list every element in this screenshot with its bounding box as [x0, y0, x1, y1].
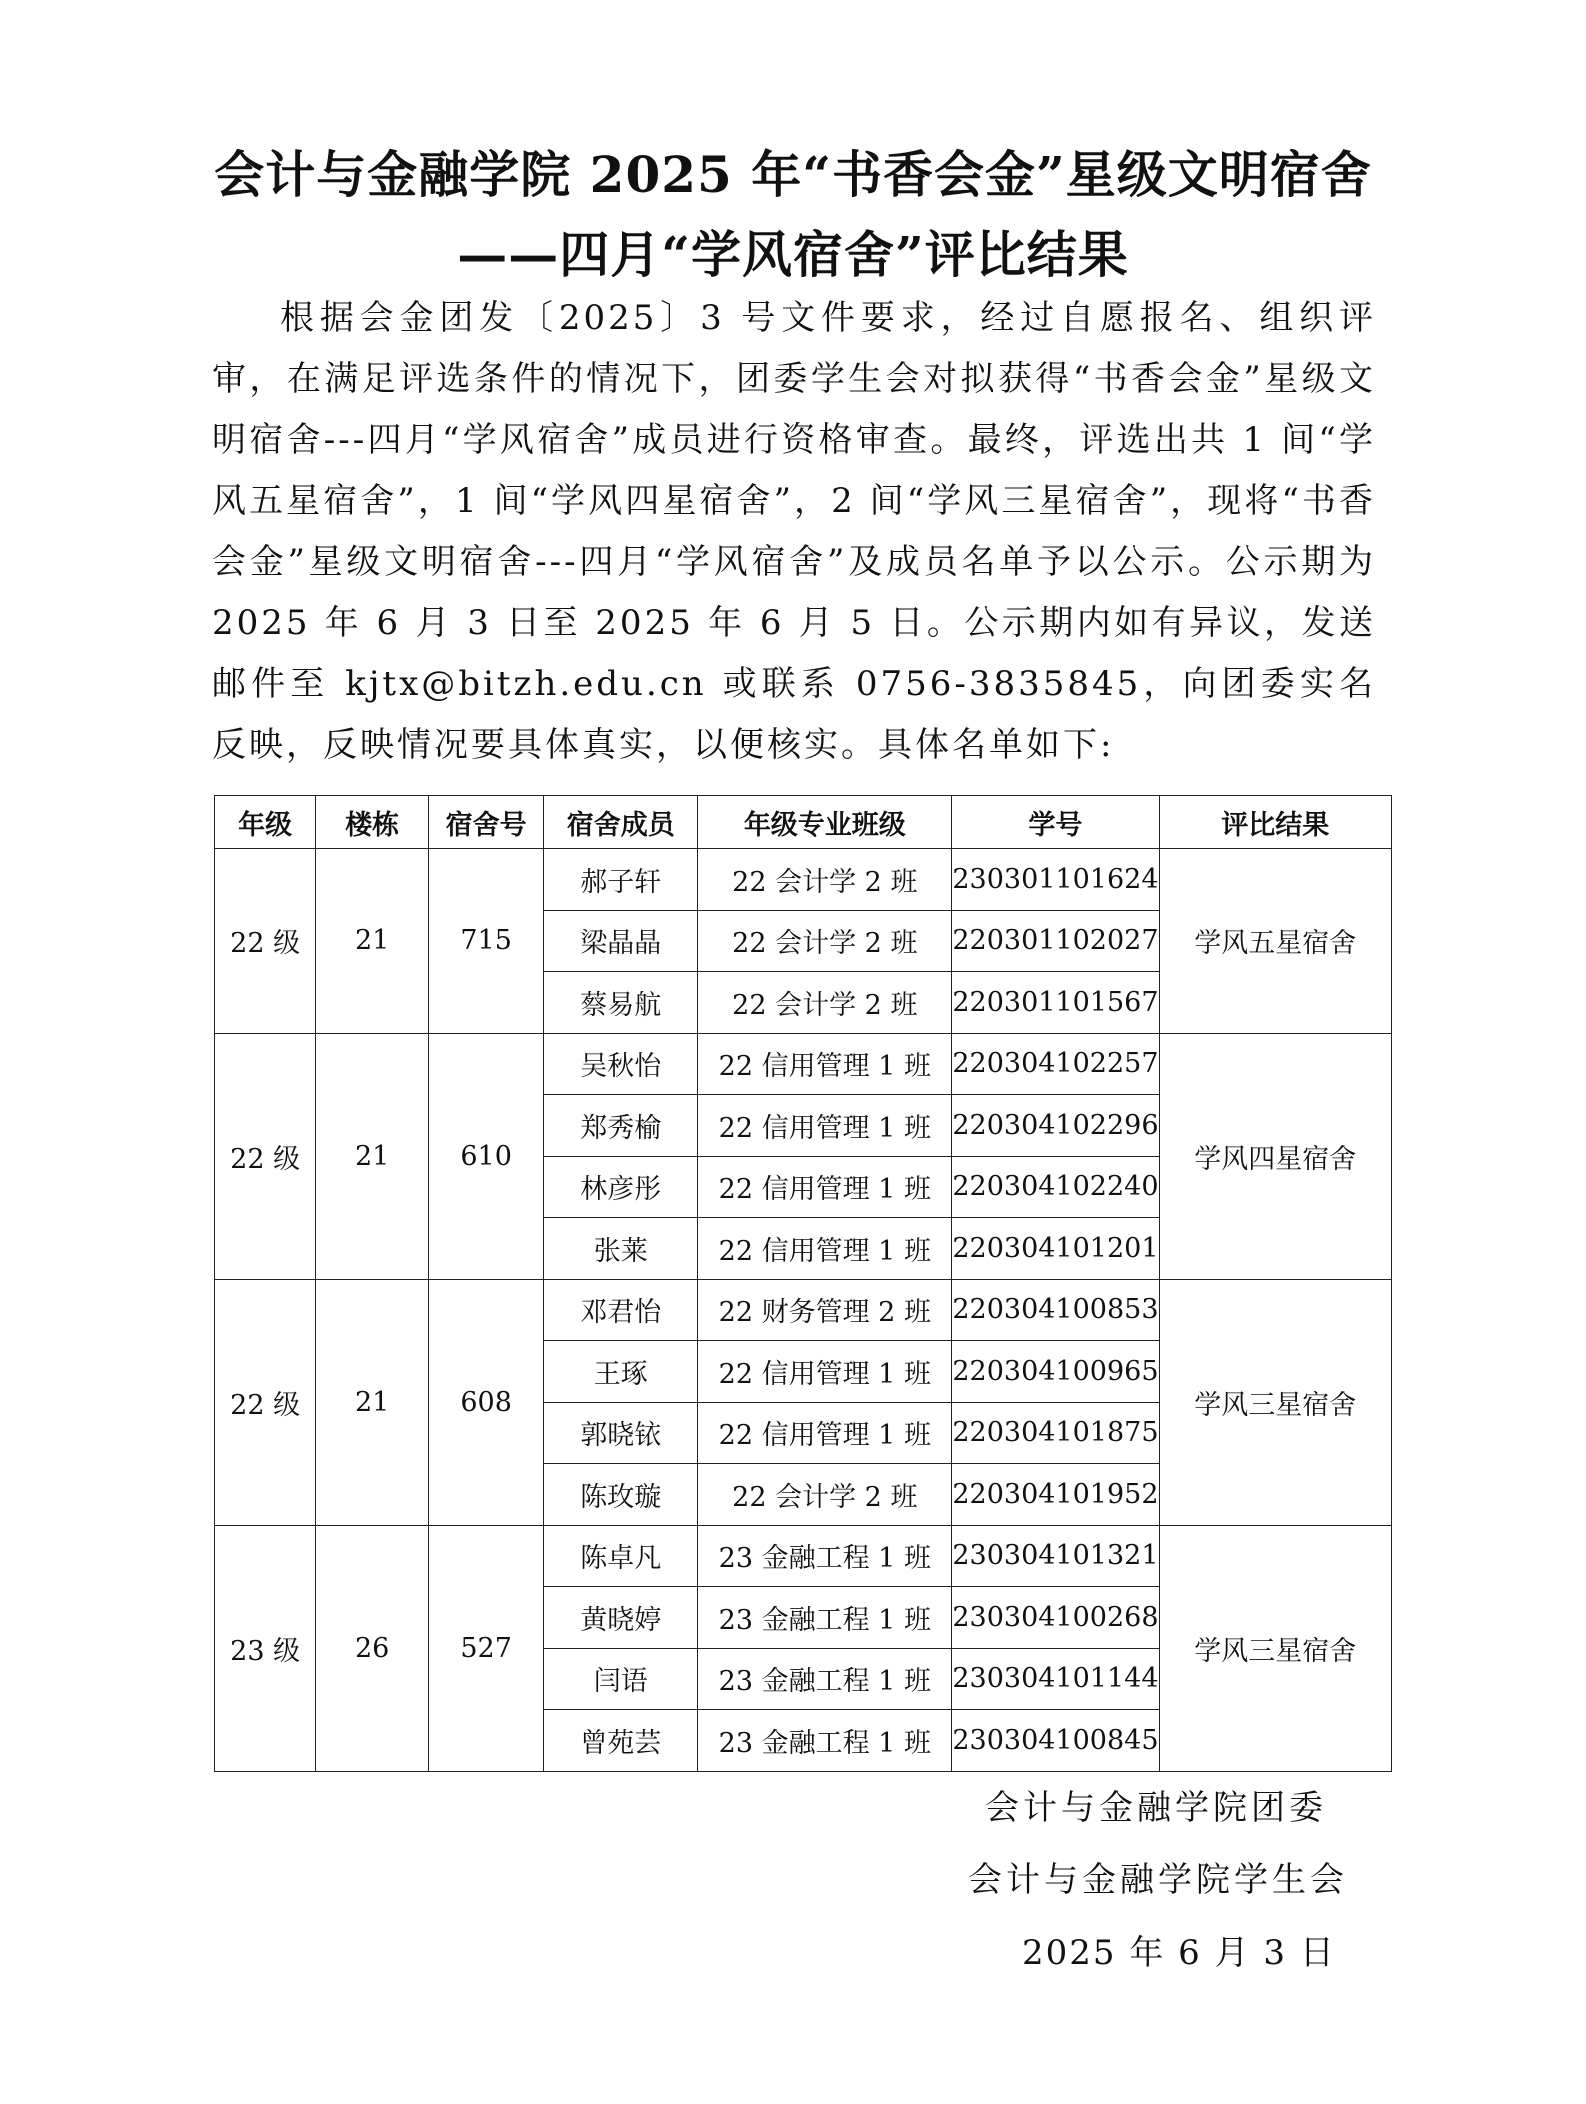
member-name-cell: 吴秋怡 [544, 1033, 698, 1095]
building-cell: 26 [316, 1525, 429, 1771]
room-cell: 715 [429, 849, 544, 1034]
table-row [215, 1279, 1392, 1341]
member-name-cell: 陈卓凡 [544, 1525, 698, 1587]
grade-cell: 22 级 [215, 849, 316, 1034]
room-cell: 608 [429, 1279, 544, 1525]
header-result: 评比结果 [1159, 796, 1392, 849]
member-name-cell: 郭晓铱 [544, 1402, 698, 1464]
member-class-cell: 23 金融工程 1 班 [698, 1710, 952, 1772]
announcement-paragraph: 根据会金团发〔2025〕3 号文件要求，经过自愿报名、组织评审，在满足评选条件的情况下，团委学生会对拟获得“书香会金”星级文明宿舍---四月“学风宿舍”成员进行资格审查。最终，评选出共 1 间“学风五星宿舍”，1 间“学风四星宿舍”，2 间“学风三星宿舍”，现将“书香会金”星级文明宿舍---四月“学风宿舍”及成员名单予以公示。公示期为 2025 年 6 月 3 日至 2025 年 6 月 5 日。公示期内如有异议，发送邮件至 kjtx@bitzh.edu.cn 或联系 0756-3835845，向团委实名反映，反映情况要具体真实，以便核实。具体名单如下: [212, 298, 1376, 765]
table-row [215, 1033, 1392, 1095]
member-id-cell: 230304100845 [952, 1710, 1159, 1772]
room-cell: 527 [429, 1525, 544, 1771]
result-cell: 学风四星宿舍 [1159, 1033, 1392, 1279]
grade-cell: 22 级 [215, 1279, 316, 1525]
member-name-cell: 郑秀榆 [544, 1095, 698, 1157]
header-room: 宿舍号 [429, 796, 544, 849]
results-table [214, 795, 1392, 1772]
member-name-cell: 陈玫璇 [544, 1464, 698, 1526]
member-id-cell: 220304102257 [952, 1033, 1159, 1095]
signature-org-league: 会计与金融学院团委 [985, 1788, 1327, 1828]
header-grade: 年级 [215, 796, 316, 849]
room-cell: 610 [429, 1033, 544, 1279]
member-class-cell: 22 财务管理 2 班 [698, 1279, 952, 1341]
building-cell: 21 [316, 1033, 429, 1279]
header-building: 楼栋 [316, 796, 429, 849]
member-class-cell: 22 信用管理 1 班 [698, 1341, 952, 1403]
member-name-cell: 林彦彤 [544, 1156, 698, 1218]
member-id-cell: 220304100965 [952, 1341, 1159, 1403]
table-row [215, 849, 1392, 911]
member-id-cell: 230301101624 [952, 849, 1159, 911]
member-name-cell: 邓君怡 [544, 1279, 698, 1341]
signature-date: 2025 年 6 月 3 日 [1022, 1933, 1336, 1973]
member-class-cell: 22 信用管理 1 班 [698, 1095, 952, 1157]
member-name-cell: 梁晶晶 [544, 910, 698, 972]
building-cell: 21 [316, 849, 429, 1034]
table-row [215, 1525, 1392, 1587]
member-class-cell: 22 会计学 2 班 [698, 972, 952, 1034]
member-class-cell: 22 会计学 2 班 [698, 1464, 952, 1526]
member-id-cell: 220301101567 [952, 972, 1159, 1034]
table-header-row [215, 796, 1392, 849]
member-name-cell: 曾苑芸 [544, 1710, 698, 1772]
member-id-cell: 230304101321 [952, 1525, 1159, 1587]
member-id-cell: 220304102296 [952, 1095, 1159, 1157]
result-cell: 学风五星宿舍 [1159, 849, 1392, 1034]
member-id-cell: 230304100268 [952, 1587, 1159, 1649]
member-class-cell: 22 信用管理 1 班 [698, 1156, 952, 1218]
member-name-cell: 黄晓婷 [544, 1587, 698, 1649]
member-name-cell: 王琢 [544, 1341, 698, 1403]
member-class-cell: 22 信用管理 1 班 [698, 1402, 952, 1464]
member-id-cell: 220304101201 [952, 1218, 1159, 1280]
member-class-cell: 23 金融工程 1 班 [698, 1648, 952, 1710]
grade-cell: 23 级 [215, 1525, 316, 1771]
member-class-cell: 22 会计学 2 班 [698, 910, 952, 972]
member-name-cell: 闫语 [544, 1648, 698, 1710]
member-id-cell: 220301102027 [952, 910, 1159, 972]
member-id-cell: 220304101952 [952, 1464, 1159, 1526]
results-body [215, 849, 1392, 1772]
header-members: 宿舍成员 [544, 796, 698, 849]
member-class-cell: 22 信用管理 1 班 [698, 1218, 952, 1280]
header-class: 年级专业班级 [698, 796, 952, 849]
member-name-cell: 蔡易航 [544, 972, 698, 1034]
member-class-cell: 22 信用管理 1 班 [698, 1033, 952, 1095]
member-class-cell: 23 金融工程 1 班 [698, 1587, 952, 1649]
member-class-cell: 23 金融工程 1 班 [698, 1525, 952, 1587]
building-cell: 21 [316, 1279, 429, 1525]
member-name-cell: 张莱 [544, 1218, 698, 1280]
member-name-cell: 郝子轩 [544, 849, 698, 911]
result-cell: 学风三星宿舍 [1159, 1279, 1392, 1525]
member-id-cell: 230304101144 [952, 1648, 1159, 1710]
grade-cell: 22 级 [215, 1033, 316, 1279]
member-id-cell: 220304100853 [952, 1279, 1159, 1341]
member-id-cell: 220304102240 [952, 1156, 1159, 1218]
header-student-id: 学号 [952, 796, 1159, 849]
result-cell: 学风三星宿舍 [1159, 1525, 1392, 1771]
document-title: 会计与金融学院 2025 年“书香会金”星级文明宿舍 [214, 145, 1372, 204]
document-subtitle: ——四月“学风宿舍”评比结果 [457, 225, 1129, 284]
member-id-cell: 220304101875 [952, 1402, 1159, 1464]
signature-org-union: 会计与金融学院学生会 [968, 1860, 1348, 1900]
member-class-cell: 22 会计学 2 班 [698, 849, 952, 911]
